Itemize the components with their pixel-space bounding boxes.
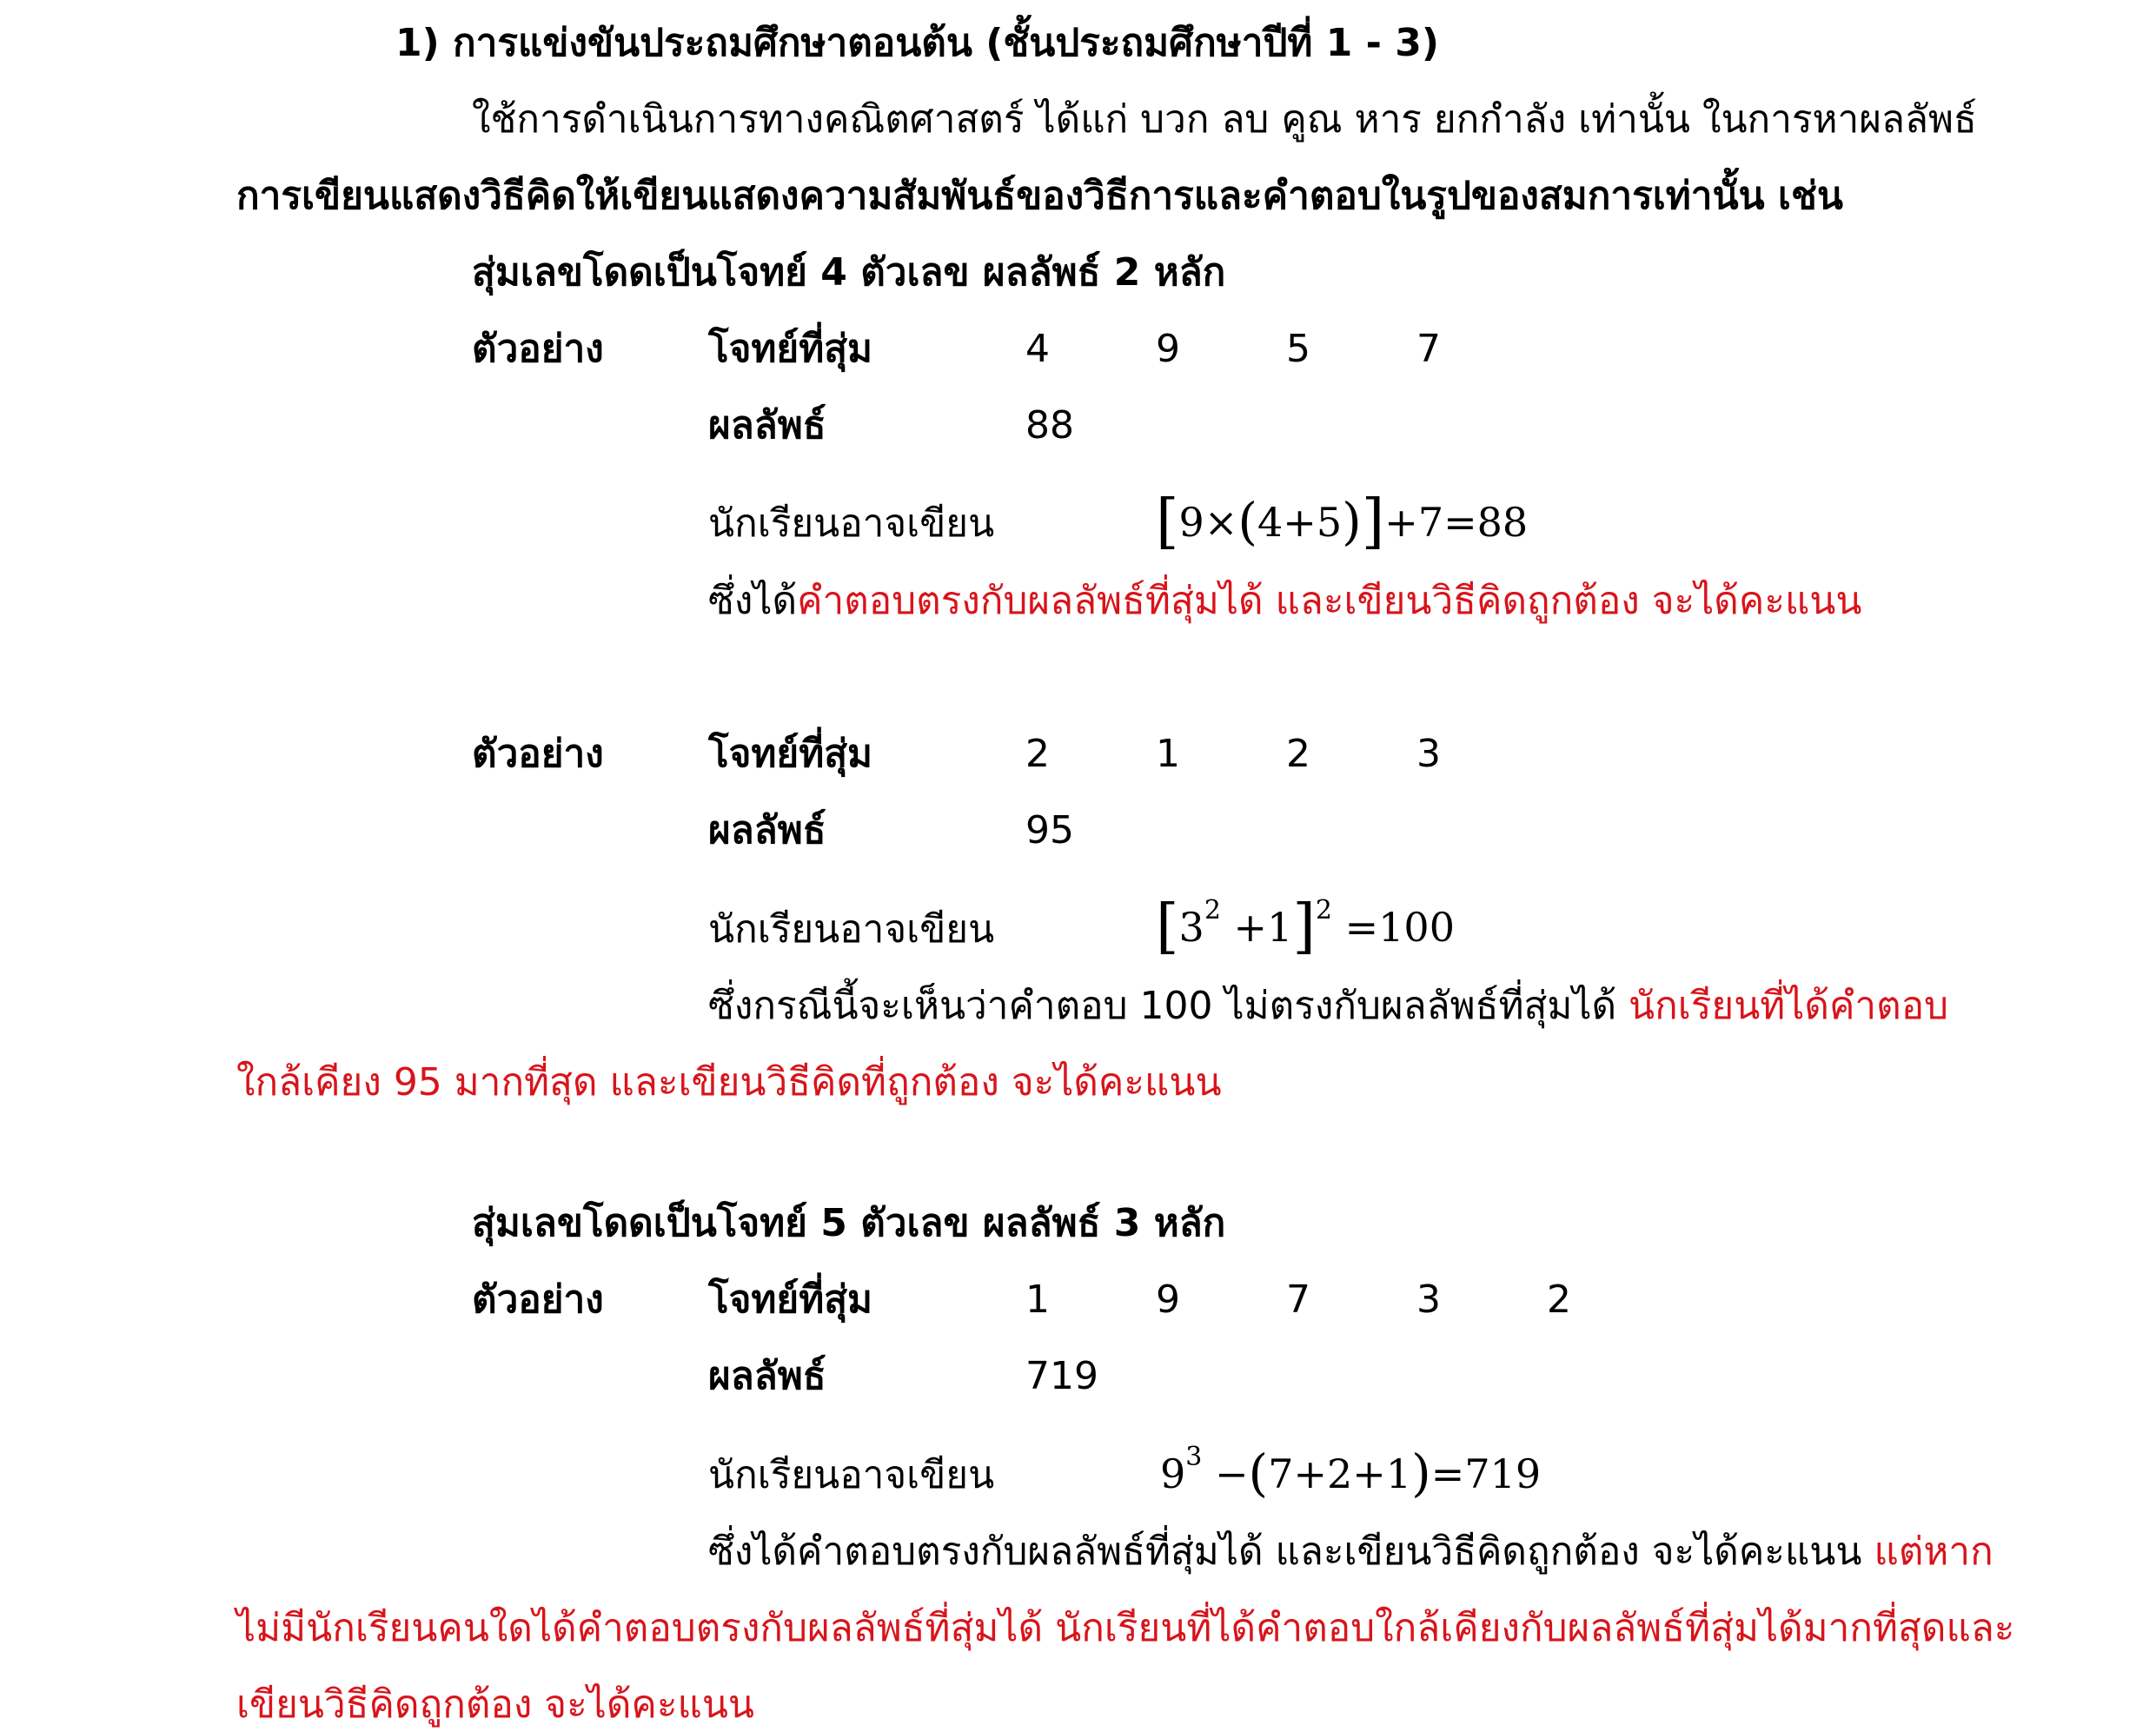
example3-problem-label: โจทย์ที่สุ่ม [708, 1277, 873, 1322]
example1-student-label: นักเรียนอาจเขียน [708, 501, 995, 546]
section1-title: สุ่มเลขโดดเป็นโจทย์ 4 ตัวเลข ผลลัพธ์ 2 หลัก [472, 250, 1226, 295]
example3-digit: 1 [1025, 1277, 1050, 1322]
example3-result-value: 719 [1025, 1354, 1098, 1398]
example1-problem-label: โจทย์ที่สุ่ม [708, 327, 873, 371]
example3-note-line1: ซึ่งได้คำตอบตรงกับผลลัพธ์ที่สุ่มได้ และเขียนวิธีคิดถูกต้อง จะได้คะแนน แต่หาก [708, 1530, 1993, 1574]
example2-digit: 3 [1416, 732, 1441, 776]
example2-student-label: นักเรียนอาจเขียน [708, 907, 995, 952]
example2-digit: 2 [1286, 732, 1310, 776]
example2-equation: $[3^2 +1]^2 =100$ [1156, 893, 1455, 961]
example3-digit: 9 [1156, 1277, 1180, 1322]
example3-digit: 3 [1416, 1277, 1441, 1322]
example2-problem-label: โจทย์ที่สุ่ม [708, 732, 873, 776]
section-heading: 1) การแข่งขันประถมศึกษาตอนต้น (ชั้นประถมศึกษาปีที่ 1 - 3) [395, 21, 1439, 65]
example3-result-label: ผลลัพธ์ [708, 1354, 826, 1398]
example1-digit: 7 [1416, 327, 1441, 371]
example1-result-value: 88 [1025, 403, 1074, 448]
example1-equation: [9×(4+5)]+7=88 [1156, 488, 1529, 556]
example2-result-value: 95 [1025, 808, 1074, 853]
example1-digit: 9 [1156, 327, 1180, 371]
example3-label: ตัวอย่าง [472, 1277, 604, 1322]
example1-digit: 5 [1286, 327, 1310, 371]
intro-line-1: ใช้การดำเนินการทางคณิตศาสตร์ ได้แก่ บวก ลบ คูณ หาร ยกกำลัง เท่านั้น ในการหาผลลัพธ์ [472, 97, 1977, 142]
example1-label: ตัวอย่าง [472, 327, 604, 371]
example3-note-line2: ไม่มีนักเรียนคนใดได้คำตอบตรงกับผลลัพธ์ที่สุ่มได้ นักเรียนที่ได้คำตอบใกล้เคียงกับผลลัพธ์ที่สุ่มได้มากที่สุดและ [236, 1606, 2015, 1650]
example2-digit: 2 [1025, 732, 1050, 776]
example2-label: ตัวอย่าง [472, 732, 604, 776]
example1-digit: 4 [1025, 327, 1050, 371]
example2-result-label: ผลลัพธ์ [708, 808, 826, 853]
section2-title: สุ่มเลขโดดเป็นโจทย์ 5 ตัวเลข ผลลัพธ์ 3 หลัก [472, 1201, 1226, 1245]
example3-student-label: นักเรียนอาจเขียน [708, 1453, 995, 1497]
example3-digit: 7 [1286, 1277, 1310, 1322]
example3-note-line3: เขียนวิธีคิดถูกต้อง จะได้คะแนน [236, 1682, 754, 1727]
example2-digit: 1 [1156, 732, 1180, 776]
example2-note-line1: ซึ่งกรณีนี้จะเห็นว่าคำตอบ 100 ไม่ตรงกับผลลัพธ์ที่สุ่มได้ นักเรียนที่ได้คำตอบ [708, 984, 1949, 1028]
intro-line-2: การเขียนแสดงวิธีคิดให้เขียนแสดงความสัมพันธ์ของวิธีการและคำตอบในรูปของสมการเท่านั้น เช่น [236, 174, 1843, 218]
example1-note: ซึ่งได้คำตอบตรงกับผลลัพธ์ที่สุ่มได้ และเขียนวิธีคิดถูกต้อง จะได้คะแนน [708, 579, 1862, 623]
example1-result-label: ผลลัพธ์ [708, 403, 826, 448]
example3-digit: 2 [1547, 1277, 1571, 1322]
example2-note-line2: ใกล้เคียง 95 มากที่สุด และเขียนวิธีคิดที่ถูกต้อง จะได้คะแนน [236, 1060, 1222, 1105]
example3-equation: $9^3 -(7+2+1)=719$ [1160, 1442, 1542, 1503]
